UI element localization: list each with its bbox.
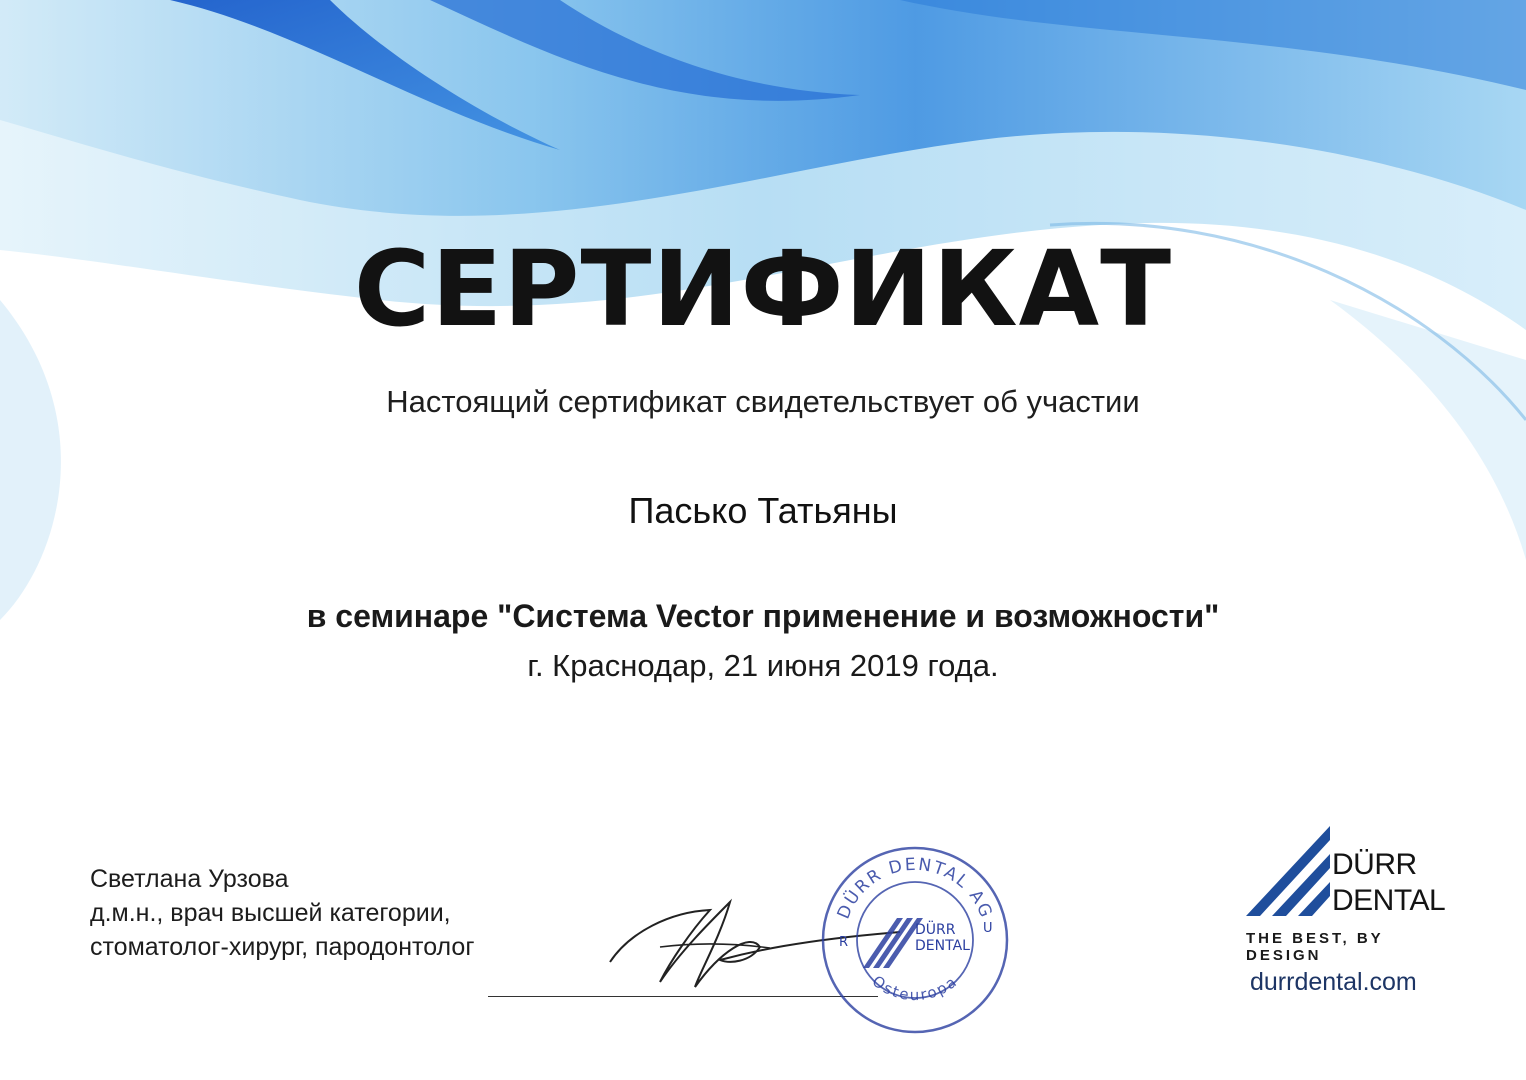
website-link[interactable]: durrdental.com <box>1250 968 1417 996</box>
certificate-title: СЕРТИФИКАТ <box>353 228 1173 350</box>
durr-dental-logo-icon <box>1246 826 1346 916</box>
seal-top-text: DÜRR DENTAL AG <box>833 854 997 922</box>
certificate-intro: Настоящий сертификат свидетельствует об участии <box>386 384 1140 419</box>
seal-inner-line1: DÜRR <box>915 922 956 938</box>
svg-text:DÜRR DENTAL AG <box>834 855 997 922</box>
seal-left-letter: R <box>839 935 849 950</box>
recipient-name: Пасько Татьяны <box>628 490 898 531</box>
company-seal <box>815 840 1015 1040</box>
logo-text-line2: DENTAL <box>1332 884 1446 917</box>
signatory-block <box>90 862 474 964</box>
signatory-name: Светлана Урзова <box>90 865 289 893</box>
signatory-specialty: стоматолог-хирург, пародонтолог <box>90 933 475 961</box>
signatory-degree: д.м.н., врач высшей категории, <box>90 899 451 927</box>
seal-inner-line2: DENTAL <box>915 938 970 954</box>
brand-tagline: THE BEST, BY DESIGN <box>1246 930 1384 964</box>
logo-text-line1: DÜRR <box>1332 848 1417 881</box>
seal-right-letter: U <box>983 921 993 936</box>
place-and-date: г. Краснодар, 21 июня 2019 года. <box>527 648 999 683</box>
durr-dental-logo <box>1246 826 1466 964</box>
seminar-title: в семинаре "Система Vector применение и возможности" <box>306 598 1220 634</box>
svg-text:Osteuropa <box>869 972 962 1004</box>
seal-bottom-text: Osteuropa <box>868 971 962 1005</box>
